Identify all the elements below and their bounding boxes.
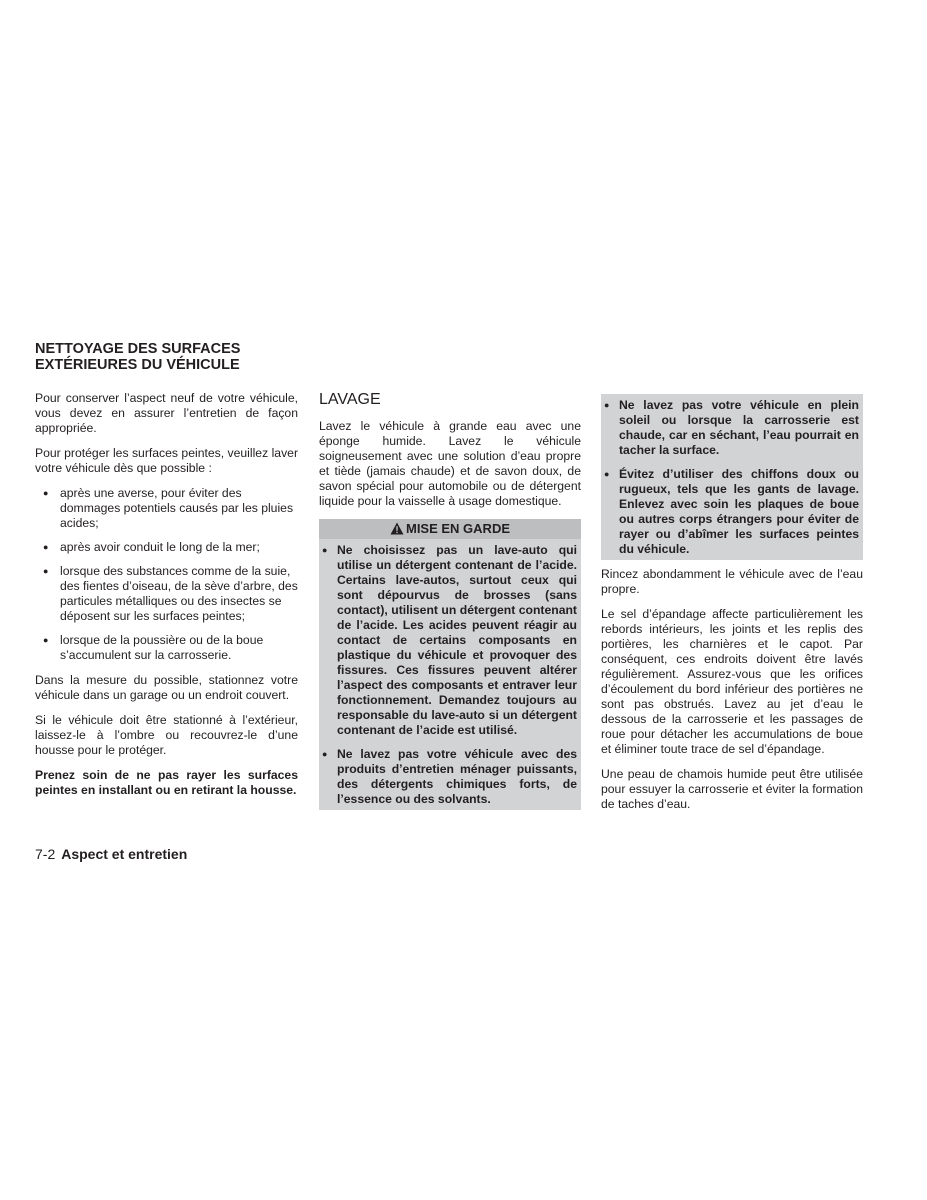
warning-header: [319, 519, 581, 539]
lavage-paragraph: Lavez le véhicule à grande eau avec une éponge humide. Lavez le véhicule soigneusement avec une solution d’eau propre et tiède (jamais chaude) et de savon doux, de savon spécial pour automobile ou de détergent liquide pour la vaisselle à usage domestique.: [319, 419, 581, 508]
list-item: ● après une averse, pour éviter des dommages potentiels causés par les pluies acides;: [35, 486, 298, 531]
column-right: [601, 394, 863, 822]
bullet-list: [35, 486, 298, 663]
warning-box: [319, 519, 581, 810]
column-left: [35, 391, 298, 808]
warning-item: ● Évitez d’utiliser des chiffons doux ou rugueux, tels que les gants de lavage. Enlevez avec soin les plaques de boue ou autres corps étrangers pour éviter de rayer ou d’abîmer les surfaces peintes du véhicule.: [601, 467, 859, 557]
warning-icon: [390, 522, 404, 535]
section-heading: [35, 341, 315, 373]
list-item: ● lorsque des substances comme de la suie, des fientes d’oiseau, de la sève d’arbre, des particules métalliques ou des insectes se déposent sur les surfaces peintes;: [35, 564, 298, 624]
outdoor-paragraph: Si le véhicule doit être stationné à l’extérieur, laissez-le à l’ombre ou recouvrez-le d’une housse pour le protéger.: [35, 713, 298, 757]
chamois-paragraph: Une peau de chamois humide peut être utilisée pour essuyer la carrosserie et éviter la formation de taches d’eau.: [601, 767, 863, 811]
warning-box-continued: [601, 394, 863, 560]
page-footer: [35, 845, 187, 863]
section-title-line2: EXTÉRIEURES DU VÉHICULE: [35, 357, 240, 373]
cover-note: Prenez soin de ne pas rayer les surfaces peintes en installant ou en retirant la housse.: [35, 768, 298, 797]
section-title-line1: NETTOYAGE DES SURFACES: [35, 341, 241, 357]
list-item: ● après avoir conduit le long de la mer;: [35, 540, 298, 555]
warning-item: ● Ne lavez pas votre véhicule avec des produits d’entretien ménager puissants, des détergents chimiques forts, de l’essence ou des solvants.: [319, 747, 577, 807]
list-item: ● lorsque de la poussière ou de la boue s’accumulent sur la carrosserie.: [35, 633, 298, 663]
warning-item: ● Ne lavez pas votre véhicule en plein soleil ou lorsque la carrosserie est chaude, car en séchant, l’eau pourrait en tacher la surface.: [601, 398, 859, 458]
column-middle: [319, 391, 581, 810]
warning-item: ● Ne choisissez pas un lave-auto qui utilise un détergent contenant de l’acide. Certains lave-autos, surtout ceux qui sont dépourvus de brosses (sans contact), utilisent un détergent contenant de l’acide. Les acides peuvent réagir au contact de certains composants en plastique du véhicule et provoquer des fissures. Ces fissures peuvent altérer l’aspect des composants et entraver leur fonctionnement. Demandez toujours au responsable du lave-auto si un détergent contenant de l’acide est utilisé.: [319, 543, 577, 738]
page-number: 7-2: [35, 846, 56, 862]
warning-list: [319, 539, 581, 810]
salt-paragraph: Le sel d’épandage affecte particulièrement les rebords intérieurs, les joints et les replis des portières, les charnières et le capot. Par conséquent, ces endroits doivent être lavés régulièrement. Assurez-vous que les orifices d’écoulement du bord inférieur des portières ne sont pas obstrués. Lavez au jet d’eau le dessous de la carrosserie et les passages de roue pour détacher les accumulations de boue et éliminer toute trace de sel d’épandage.: [601, 607, 863, 756]
rinse-paragraph: Rincez abondamment le véhicule avec de l’eau propre.: [601, 567, 863, 596]
chapter-title: Aspect et entretien: [61, 846, 188, 862]
warning-title: MISE EN GARDE: [405, 521, 510, 536]
lavage-heading: LAVAGE: [319, 391, 381, 408]
warning-list: [601, 394, 863, 560]
intro-paragraph: Pour conserver l’aspect neuf de votre véhicule, vous devez en assurer l’entretien de façon appropriée.: [35, 391, 298, 435]
garage-paragraph: Dans la mesure du possible, stationnez votre véhicule dans un garage ou un endroit couvert.: [35, 673, 298, 702]
protect-paragraph: Pour protéger les surfaces peintes, veuillez laver votre véhicule dès que possible :: [35, 446, 298, 475]
